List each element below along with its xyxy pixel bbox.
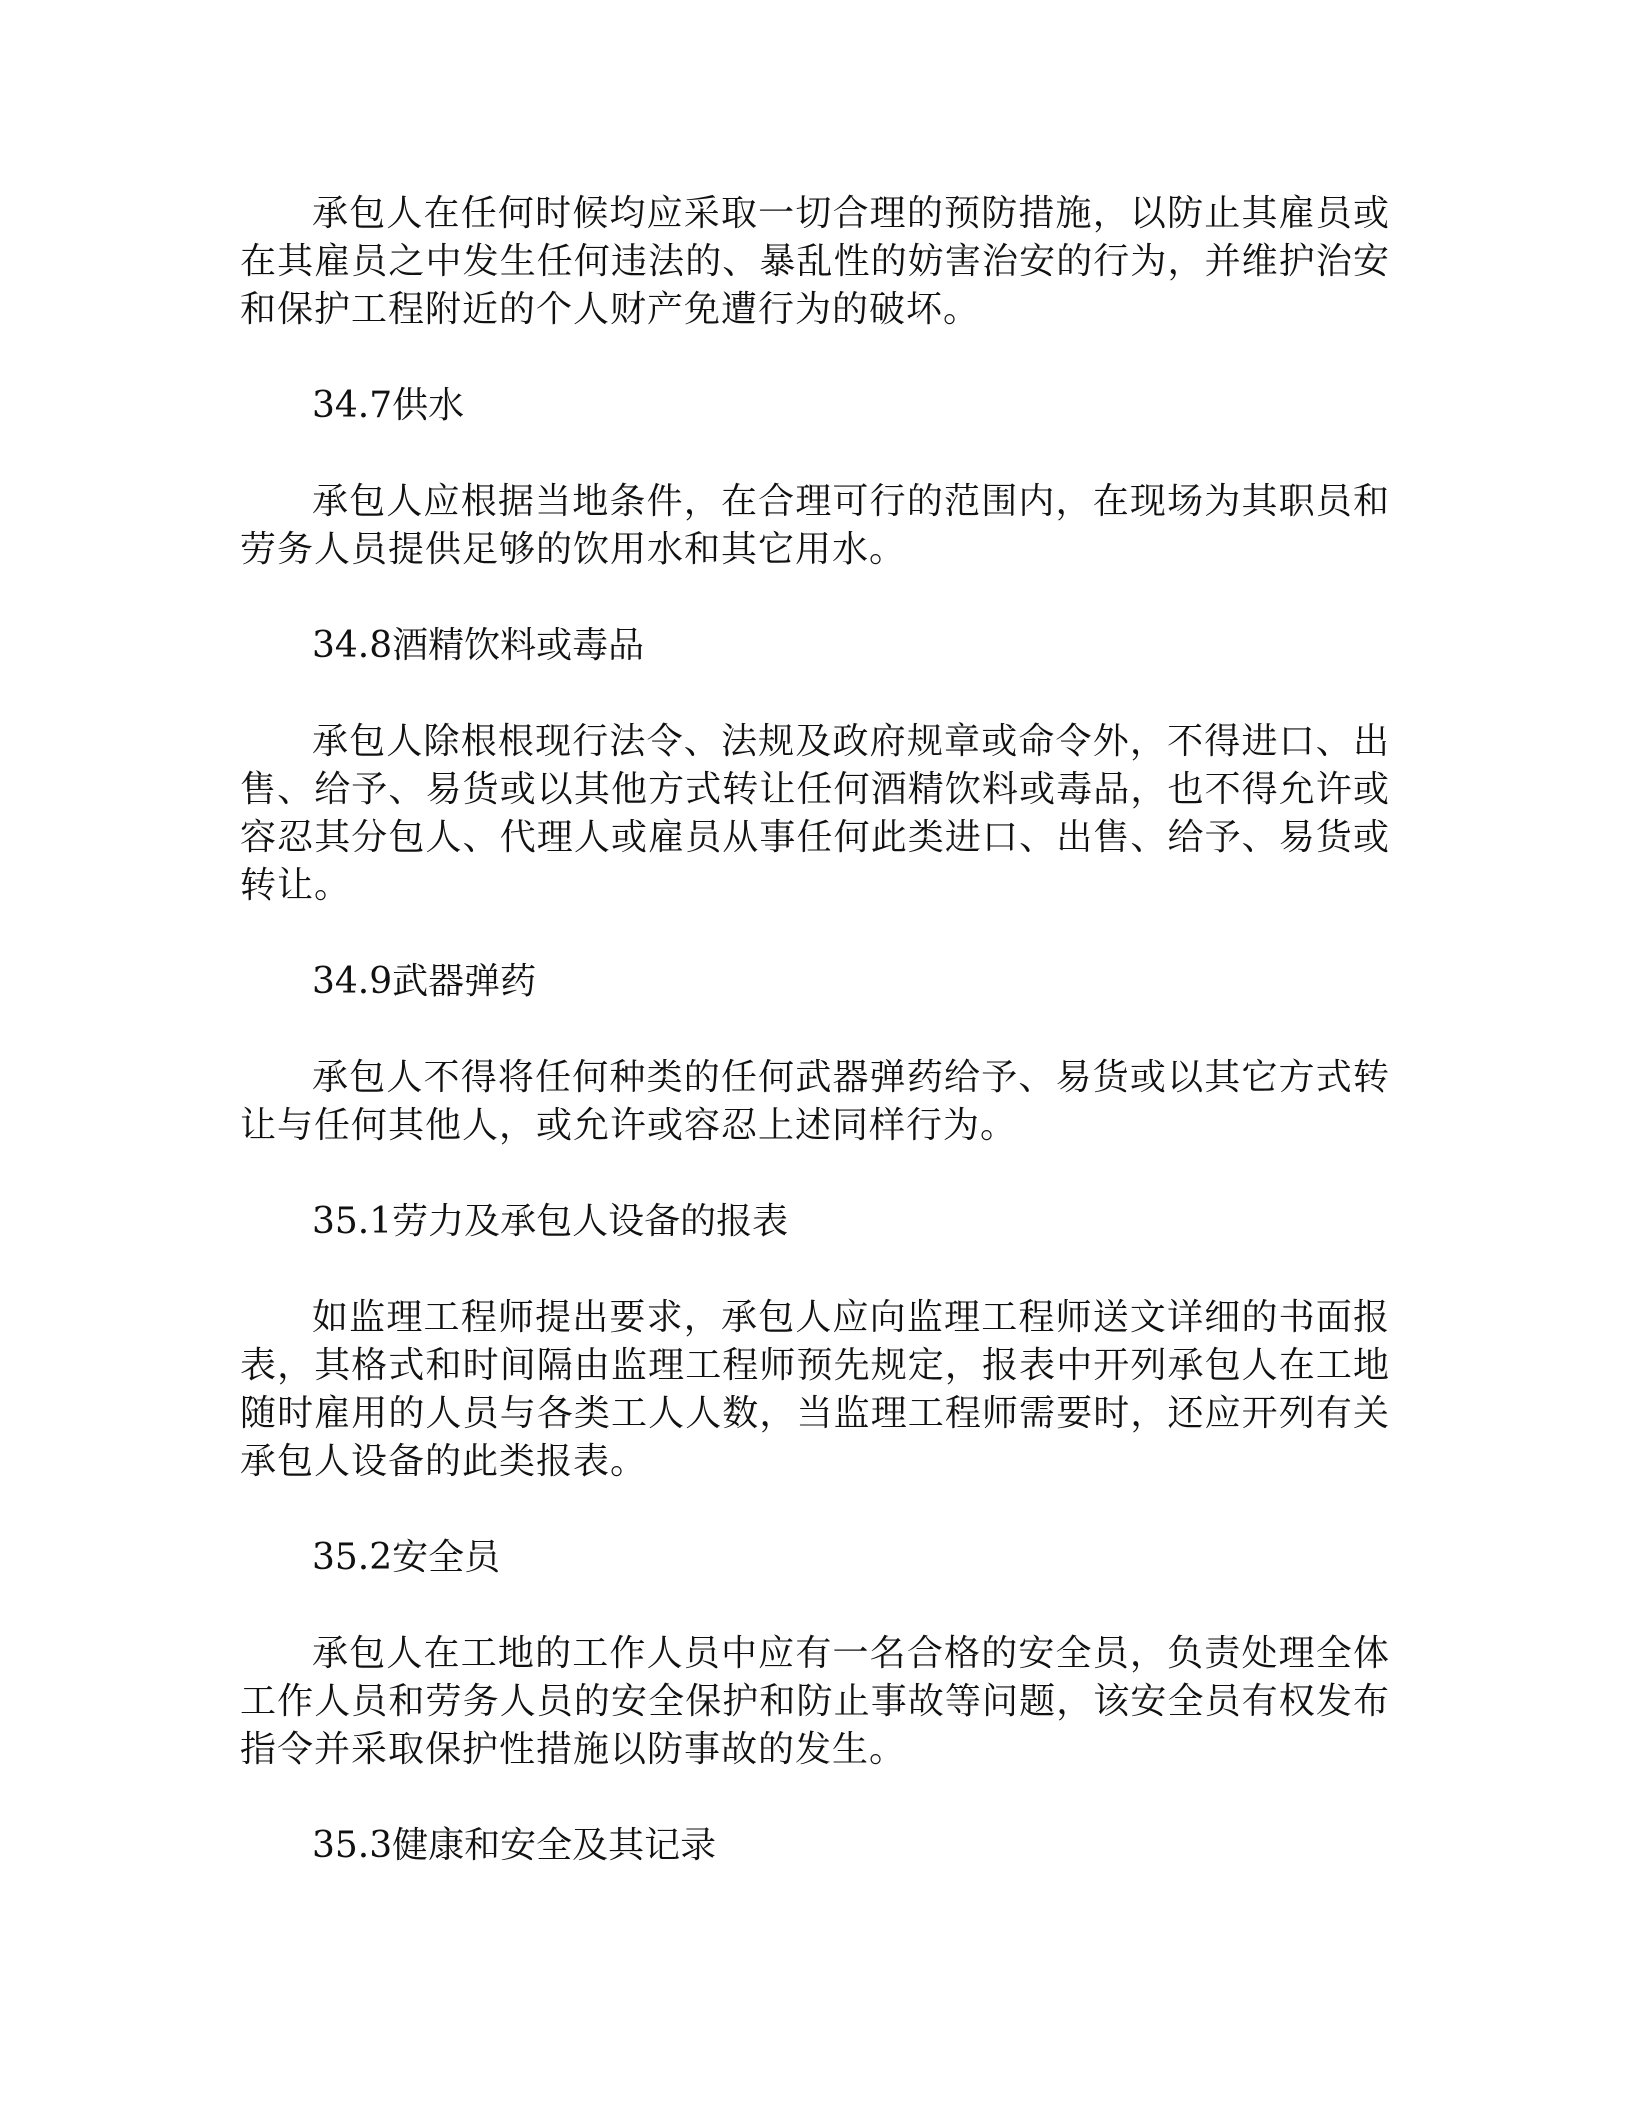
heading-34-9: 34.9武器弹药 xyxy=(312,961,537,1002)
heading-34-7: 34.7供水 xyxy=(312,385,465,426)
paragraph-contractor-conduct: 承包人在任何时候均应采取一切合理的预防措施，以防止其雇员或在其雇员之中发生任何违法的、暴乱性的妨害治安的行为，并维护治安和保护工程附近的个人财产免遭行为的破坏。 xyxy=(240,193,1390,330)
document-page xyxy=(240,190,1390,1870)
heading-35-2: 35.2安全员 xyxy=(312,1537,501,1578)
paragraph-water-supply: 承包人应根据当地条件，在合理可行的范围内，在现场为其职员和劳务人员提供足够的饮用水和其它用水。 xyxy=(240,481,1390,570)
paragraph-arms-ammunition: 承包人不得将任何种类的任何武器弹药给予、易货或以其它方式转让与任何其他人，或允许或容忍上述同样行为。 xyxy=(240,1057,1390,1146)
paragraph-safety-officer: 承包人在工地的工作人员中应有一名合格的安全员，负责处理全体工作人员和劳务人员的安全保护和防止事故等问题，该安全员有权发布指令并采取保护性措施以防事故的发生。 xyxy=(240,1633,1390,1770)
paragraph-labour-returns: 如监理工程师提出要求，承包人应向监理工程师送文详细的书面报表，其格式和时间隔由监理工程师预先规定，报表中开列承包人在工地随时雇用的人员与各类工人人数，当监理工程师需要时，还应开列有关承包人设备的此类报表。 xyxy=(240,1297,1390,1482)
heading-35-1: 35.1劳力及承包人设备的报表 xyxy=(312,1201,789,1242)
heading-34-8: 34.8酒精饮料或毒品 xyxy=(312,625,645,666)
paragraph-alcohol-drugs: 承包人除根根现行法令、法规及政府规章或命令外，不得进口、出售、给予、易货或以其他方式转让任何酒精饮料或毒品，也不得允许或容忍其分包人、代理人或雇员从事任何此类进口、出售、给予、易货或转让。 xyxy=(240,721,1390,906)
heading-35-3: 35.3健康和安全及其记录 xyxy=(312,1825,717,1866)
